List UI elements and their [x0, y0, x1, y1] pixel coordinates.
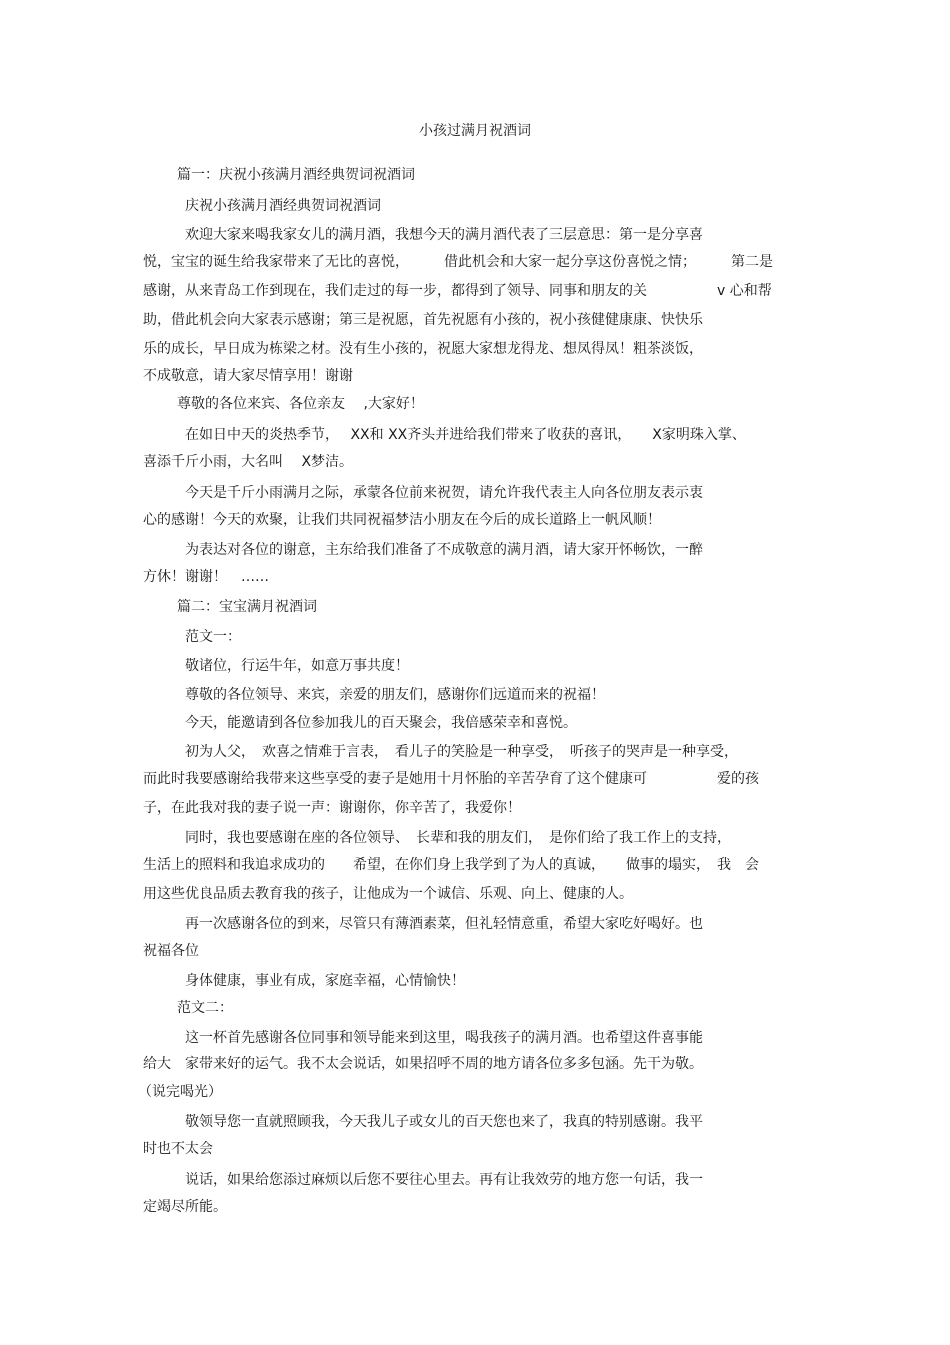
document-title: 小孩过满月祝酒词	[419, 123, 531, 139]
paragraph-line: 助，借此机会向大家表示感谢；第三是祝愿，首先祝愿有小孩的，祝小孩健健康康、快快乐	[143, 312, 703, 328]
paragraph-line: 而此时我要感谢给我带来这些享受的妻子是她用十月怀胎的辛苦孕育了这个健康可 爱的孩	[143, 771, 759, 787]
paragraph-line: 用这些优良品质去教育我的孩子，让他成为一个诚信、乐观、向上、健康的人。	[143, 886, 633, 902]
paragraph-line: 身体健康，事业有成，家庭幸福，心情愉快！	[185, 973, 465, 989]
paragraph-line: 今天，能邀请到各位参加我儿的百天聚会，我倍感荣幸和喜悦。	[185, 715, 577, 731]
paragraph-line: 悦，宝宝的诞生给我家带来了无比的喜悦， 借此机会和大家一起分享这份喜悦之情； 第二是	[143, 254, 773, 270]
paragraph-line: 敬领导您一直就照顾我，今天我儿子或女儿的百天您也来了，我真的特别感谢。我平	[185, 1114, 703, 1130]
paragraph-line: 子，在此我对我的妻子说一声：谢谢你，你辛苦了，我爱你！	[143, 800, 521, 816]
paragraph-line: 尊敬的各位领导、来宾，亲爱的朋友们，感谢你们远道而来的祝福！	[185, 687, 605, 703]
paragraph-line: 为表达对各位的谢意，主东给我们准备了不成敬意的满月酒，请大家开怀畅饮，一醉	[185, 542, 703, 558]
section-heading: 篇二：宝宝满月祝酒词	[177, 599, 317, 615]
paragraph-line: 庆祝小孩满月酒经典贺词祝酒词	[185, 198, 381, 214]
paragraph-line: 敬诸位，行运牛年，如意万事共度！	[185, 658, 409, 674]
subsection-heading: 范文二：	[177, 1000, 233, 1016]
paragraph-line: 这一杯首先感谢各位同事和领导能来到这里，喝我孩子的满月酒。也希望这件喜事能	[185, 1030, 703, 1046]
paragraph-line: 尊敬的各位来宾、各位亲友 ,大家好！	[177, 396, 424, 412]
paragraph-line: 在如日中天的炎热季节， XX和 XX齐头并进给我们带来了收获的喜讯， X家明珠入掌、	[185, 427, 746, 443]
paragraph-line: 心的感谢！今天的欢聚，让我们共同祝福梦洁小朋友在今后的成长道路上一帆风顺！	[143, 512, 661, 528]
paragraph-line: 生活上的照料和我追求成功的 希望，在你们身上我学到了为人的真诚， 做事的塌实， 我 会	[143, 857, 759, 873]
paragraph-line: 初为人父， 欢喜之情难于言表， 看儿子的笑脸是一种享受， 听孩子的哭声是一种享受，	[185, 744, 738, 760]
section-heading: 篇一：庆祝小孩满月酒经典贺词祝酒词	[177, 167, 415, 183]
paragraph-line: 今天是千斤小雨满月之际，承蒙各位前来祝贺，请允许我代表主人向各位朋友表示衷	[185, 485, 703, 501]
paragraph-line: 时也不太会	[143, 1141, 213, 1157]
paragraph-line: 感谢，从来青岛工作到现在，我们走过的每一步，都得到了领导、同事和朋友的关 v 心和帮	[143, 283, 772, 299]
subsection-heading: 范文一：	[185, 629, 241, 645]
paragraph-line: 不成敬意，请大家尽情享用！谢谢	[143, 368, 353, 384]
paragraph-line: 说话，如果给您添过麻烦以后您不要往心里去。再有让我效劳的地方您一句话，我一	[185, 1172, 703, 1188]
paragraph-line: 定竭尽所能。	[143, 1199, 227, 1215]
paragraph-line: 再一次感谢各位的到来，尽管只有薄酒素菜，但礼轻情意重，希望大家吃好喝好。也	[185, 916, 703, 932]
paragraph-line: 给大 家带来好的运气。我不太会说话，如果招呼不周的地方请各位多多包涵。先干为敬。	[143, 1056, 703, 1072]
paragraph-line: 同时，我也要感谢在座的各位领导、 长辈和我的朋友们， 是你们给了我工作上的支持，	[185, 830, 731, 846]
paragraph-line: 祝福各位	[143, 943, 199, 959]
paragraph-line: 喜添千斤小雨，大名叫 X梦洁。	[143, 454, 354, 470]
paragraph-line: （说完喝光）	[138, 1084, 222, 1100]
paragraph-line: 方休！谢谢！ ……	[143, 569, 269, 585]
paragraph-line: 乐的成长，早日成为栋梁之材。没有生小孩的，祝愿大家想龙得龙、想凤得凤！粗茶淡饭，	[143, 341, 703, 357]
paragraph-line: 欢迎大家来喝我家女儿的满月酒，我想今天的满月酒代表了三层意思：第一是分享喜	[185, 227, 703, 243]
